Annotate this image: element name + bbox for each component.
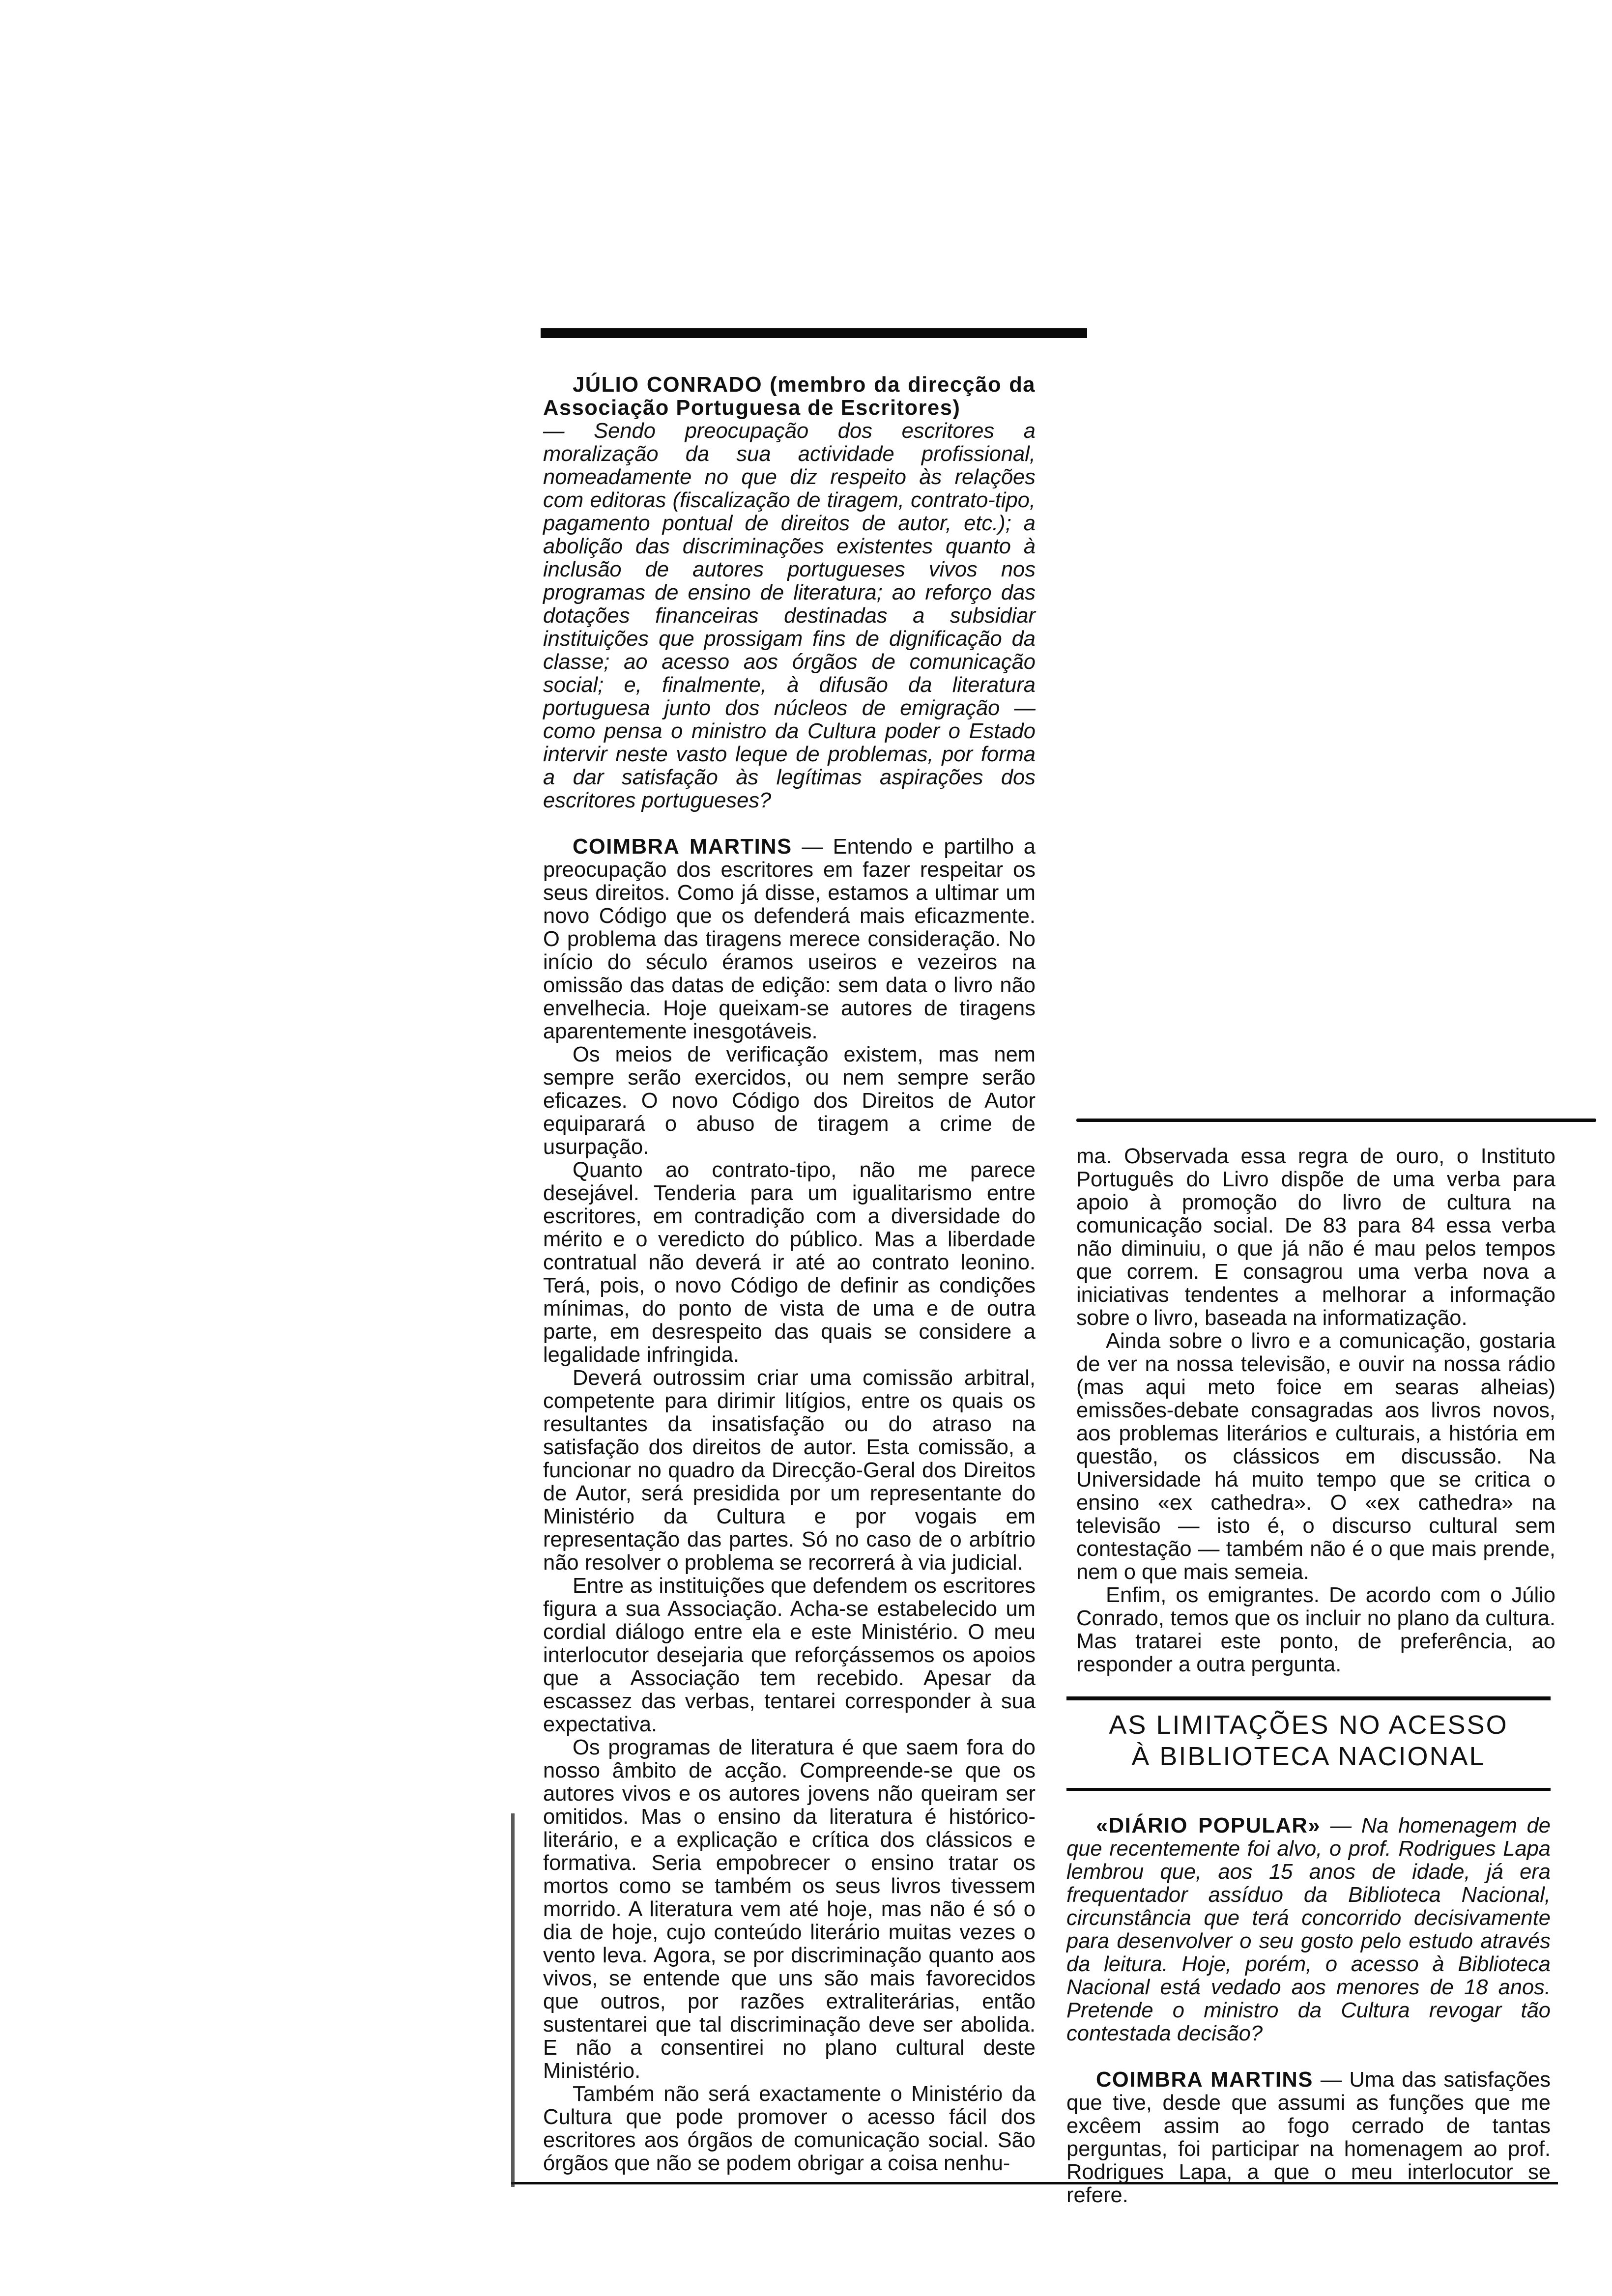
answer-paragraph: Deverá outrossim criar uma comissão arbitral, competente para dirimir litígios, entre os quais os resultantes da insatisfação ou do atraso na satisfação dos direitos de autor. Esta comissão, a funcionar no quadro da Direcção-Geral dos Direitos de Autor, será presidida por um representante do Ministério da Cultura e por vogais em representação das partes. Só no caso de o arbítrio não resolver o problema se recorrerá à via judicial. <box>543 1366 1036 1575</box>
question-heading: JÚLIO CONRADO (membro da direcção da Associação Portuguesa de Escritores) <box>543 373 1036 420</box>
answer-speaker: COIMBRA MARTINS <box>573 835 792 859</box>
answer-paragraph: Também não será exactamente o Ministério da Cultura que pode promover o acesso fácil dos escritores aos órgãos de comunicação social. São órgãos que não se podem obrigar a coisa nenhu- <box>543 2082 1036 2175</box>
library-answer-text: — Uma das satisfações que tive, desde que assumi as funções que me excêem assim ao fogo cerrado de tantas perguntas, foi participar na homenagem ao prof. Rodrigues Lapa, a que o meu interlocutor se refere. <box>1066 2068 1551 2207</box>
section3-bottom-rule <box>1066 1788 1551 1791</box>
answer-paragraph: Entre as instituições que defendem os escritores figura a sua Associação. Acha-se estabelecido um cordial diálogo entre ela e este Ministério. O meu interlocutor desejaria que reforçássemos os apoios que a Associação tem recebido. Apesar da escassez das verbas, tentarei corresponder à sua expectativa. <box>543 1574 1036 1736</box>
answer-lead-paragraph <box>543 835 1036 1043</box>
answer-paragraph: Quanto ao contrato-tipo, não me parece desejável. Tenderia para um igualitarismo entre escritores, em contradição com a diversidade do mérito e o veredicto do público. Mas a liberdade contratual não deverá ir até ao contrato leonino. Terá, pois, o novo Código de definir as condições mínimas, do ponto de vista de uma e de outra parte, em desrespeito das quais se considere a legalidade infringida. <box>543 1158 1036 1367</box>
library-question <box>1066 1814 1551 2045</box>
continuation-paragraph: Ainda sobre o livro e a comunicação, gostaria de ver na nossa televisão, e ouvir na nossa rádio (mas aqui meto foice em searas alheias) emissões-debate consagradas aos livros novos, aos problemas literários e culturais, a história em questão, os clássicos em discussão. Na Universidade há muito tempo que se critica o ensino «ex cathedra». O «ex cathedra» na televisão — isto é, o discurso cultural sem contestação — também não é o que mais prende, nem o que mais semeia. <box>1076 1329 1555 1584</box>
answer-paragraph: Os meios de verificação existem, mas nem sempre serão exercidos, ou nem sempre serão eficazes. O novo Código dos Direitos de Autor equiparará o abuso de tiragem a crime de usurpação. <box>543 1043 1036 1159</box>
continuation-paragraph: ma. Observada essa regra de ouro, o Instituto Português do Livro dispõe de uma verba para apoio à promoção do livro de cultura na comunicação social. De 83 para 84 essa verba não diminuiu, o que já não é mau pelos tempos que correm. E consagrou uma verba nova a iniciativas tendentes a melhorar a informação sobre o livro, baseada na informatização. <box>1076 1145 1555 1330</box>
library-answer-speaker: COIMBRA MARTINS <box>1096 2068 1313 2092</box>
top-rule <box>541 328 1087 338</box>
section-headline <box>1066 1709 1551 1772</box>
continuation-paragraph: Enfim, os emigrantes. De acordo com o Júlio Conrado, temos que os incluir no plano da cultura. Mas tratarei este ponto, de preferência, ao responder a outra pergunta. <box>1076 1583 1555 1676</box>
headline-line-1: AS LIMITAÇÕES NO ACESSO <box>1109 1710 1508 1740</box>
headline-line-2: À BIBLIOTECA NACIONAL <box>1131 1742 1486 1771</box>
library-section <box>1066 1814 1551 2207</box>
library-question-text: — Na homenagem de que recentemente foi alvo, o prof. Rodrigues Lapa lembrou que, aos 15 anos de idade, já era frequentador assíduo da Biblioteca Nacional, circunstância que terá concorrido decisivamente para desenvolver o seu gosto pelo estudo através da leitura. Hoje, porém, o acesso à Biblioteca Nacional está vedado aos menores de 18 anos. Pretende o ministro da Cultura revogar tão contestada decisão? <box>1066 1814 1551 2045</box>
section3-top-rule <box>1066 1696 1551 1700</box>
library-answer <box>1066 2068 1551 2207</box>
library-question-source: «DIÁRIO POPULAR» <box>1096 1814 1321 1837</box>
interview-left-column <box>543 373 1036 2175</box>
answer-paragraph: Os programas de literatura é que saem fora do nosso âmbito de acção. Compreende-se que os autores vivos e os autores jovens não queiram ser omitidos. Mas o ensino da literatura é histórico-literário, e a explicação e crítica dos clássicos e formativa. Seria empobrecer o ensino tratar os mortos como se também os seus livros tivessem morrido. A literatura vem até hoje, mas não é só o dia de hoje, cujo conteúdo literário muitas vezes o vento leva. Agora, se por discriminação quanto aos vivos, se entende que uns são mais favorecidos que outros, por razões extraliterárias, então sustentarei que tal discriminação deve ser abolida. E não a consentirei no plano cultural deste Ministério. <box>543 1736 1036 2083</box>
clipping-left-edge <box>511 1813 515 2187</box>
question-body: — Sendo preocupação dos escritores a moralização da sua actividade profissional, nomeadamente no que diz respeito às relações com editoras (fiscalização de tiragem, contrato-tipo, pagamento pontual de direitos de autor, etc.); a abolição das discriminações existentes quanto à inclusão de autores portugueses vivos nos programas de ensino de literatura; ao reforço das dotações financeiras destinadas a subsidiar instituições que prossigam fins de dignificação da classe; ao acesso aos órgãos de comunicação social; e, finalmente, à difusão da literatura portuguesa junto dos núcleos de emigração — como pensa o ministro da Cultura poder o Estado intervir neste vasto leque de problemas, por forma a dar satisfação às legítimas aspirações dos escritores portugueses? <box>543 419 1036 812</box>
mid-rule <box>1076 1119 1596 1122</box>
interview-right-column <box>1076 1145 1555 1676</box>
answer-lead-text: — Entendo e partilho a preocupação dos escritores em fazer respeitar os seus direitos. Como já disse, estamos a ultimar um novo Código que os defenderá mais eficazmente. O problema das tiragens merece consideração. No início do século éramos useiros e vezeiros na omissão das datas de edição: sem data o livro não envelhecia. Hoje queixam-se autores de tiragens aparentemente inesgotáveis. <box>543 835 1036 1043</box>
